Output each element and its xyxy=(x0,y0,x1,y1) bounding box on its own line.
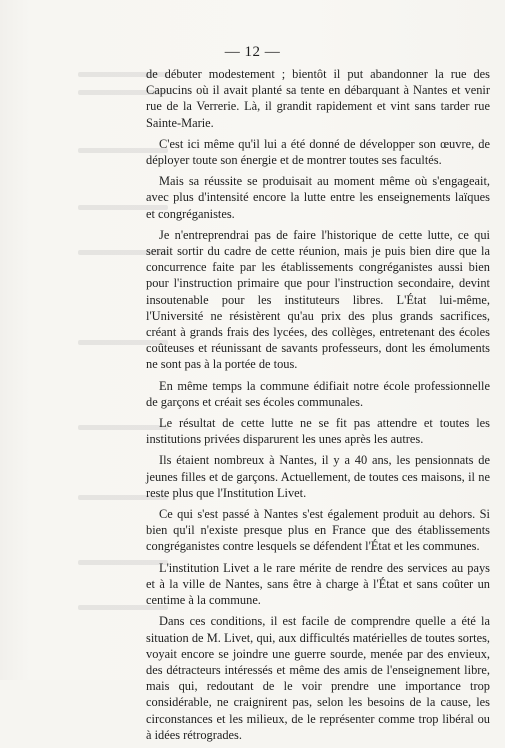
paragraph: de débuter modestement ; bientôt il put abandonner la rue des Capucins où il avait planté sa tente en débarquant à Nantes et venir rue de la Verrerie. Là, il grandit rapidement et vint sans tarder rue Sainte-Marie. xyxy=(146,67,490,130)
paragraph: Ils étaient nombreux à Nantes, il y a 40 ans, les pensionnats de jeunes filles et de garçons. Actuellement, de toutes ces maisons, il ne reste plus que l'Institution Livet. xyxy=(146,453,490,500)
body-text xyxy=(146,66,490,748)
page-number: — 12 — xyxy=(224,44,281,60)
paragraph: Je n'entreprendrai pas de faire l'historique de cette lutte, ce qui serait sortir du cadre de cette réunion, mais je puis bien dire que la concurrence faite par les établissements congréganistes aussi bien pour l'instruction primaire que pour l'instruction secondaire, devint insoutenable pour les instituteurs libres. L'État lui-même, l'Université ne résistèrent qu'au prix des plus grands sacrifices, créant à grands frais des lycées, des collèges, entretenant des écoles coûteuses et réunissant de savants professeurs, dont les émoluments ne sont pas à la portée de tous. xyxy=(146,227,490,372)
paragraph: Mais sa réussite se produisait au moment même où s'engageait, avec plus d'intensité encore la lutte entre les enseignements laïques et congréganistes. xyxy=(146,174,490,221)
paragraph: Dans ces conditions, il est facile de comprendre quelle a été la situation de M. Livet, qui, aux difficultés matérielles de toutes sortes, voyait encore se joindre une guerre sourde, menée par des envieux, des détracteurs intéressés et même des amis de l'enseignement libre, mais qui, redoutant de le voir prendre une importance trop considérable, ne craignirent pas, selon les besoins de la cause, les circonstances et les milieux, de le représenter comme trop libéral ou à idées rétrogrades. xyxy=(146,614,490,742)
paragraph: Ce qui s'est passé à Nantes s'est également produit au dehors. Si bien qu'il n'existe presque plus en France que des établissements congréganistes contre lesquels se défendent l'État et les communes. xyxy=(146,507,490,554)
paragraph: L'institution Livet a le rare mérite de rendre des services au pays et à la ville de Nantes, sans être à charge à l'État et sans coûter un centime à la commune. xyxy=(146,560,490,608)
paragraph: C'est ici même qu'il lui a été donné de développer son œuvre, de déployer toute son énergie et de montrer toutes ses facultés. xyxy=(146,136,490,168)
paragraph: Le résultat de cette lutte ne se fit pas attendre et toutes les institutions privées disparurent les unes après les autres. xyxy=(146,416,490,447)
paragraph: En même temps la commune édifiait notre école professionnelle de garçons et créait ses écoles communales. xyxy=(146,378,490,409)
